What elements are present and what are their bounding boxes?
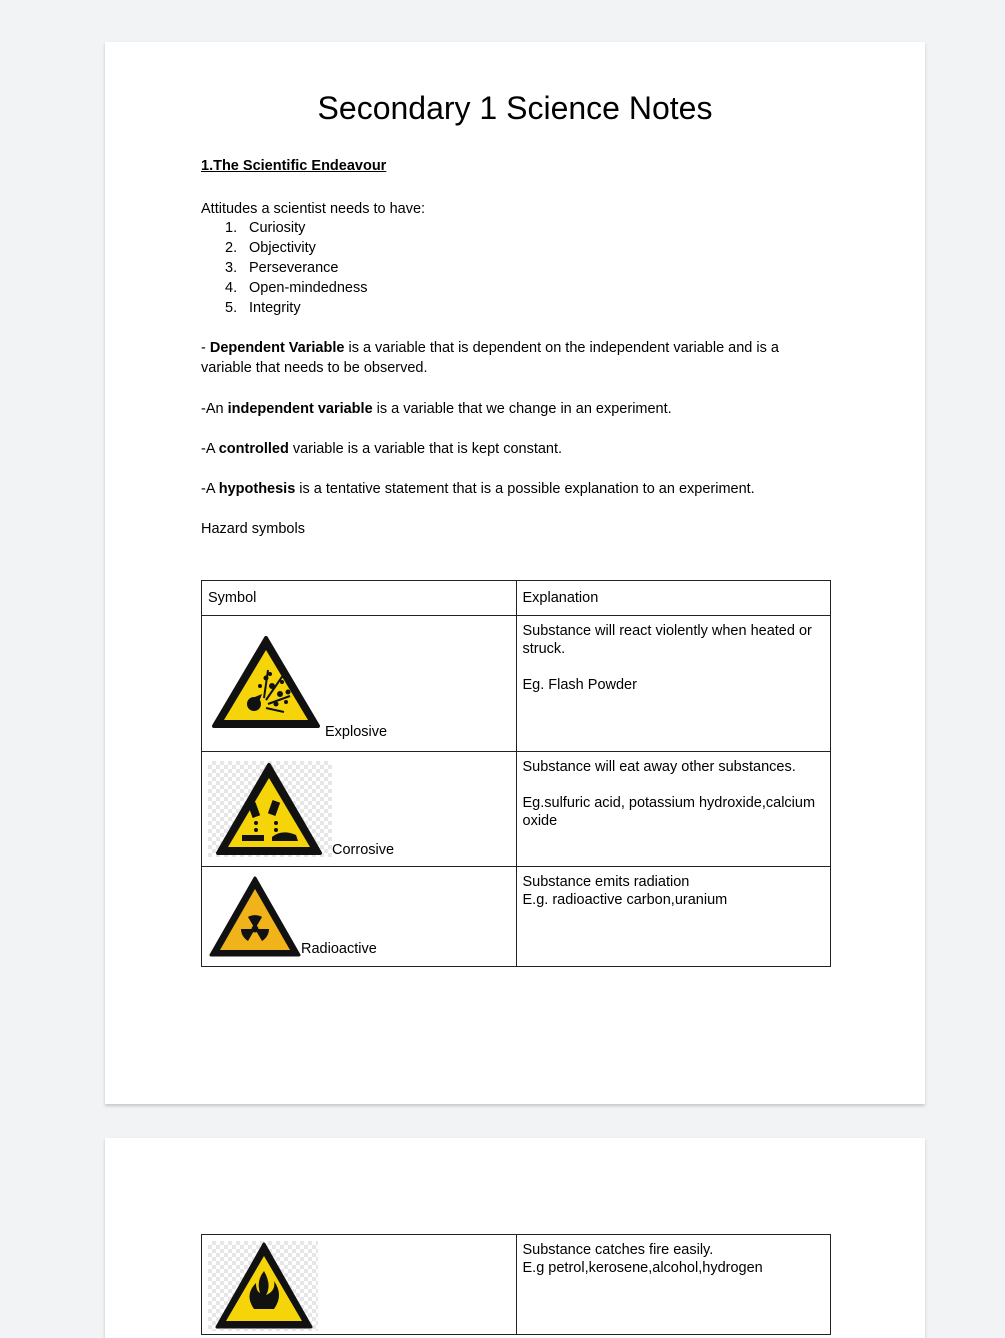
symbol-cell bbox=[202, 616, 517, 752]
symbol-label-radioactive: Radioactive bbox=[301, 941, 377, 957]
symbol-cell bbox=[202, 752, 517, 867]
document-page-2 bbox=[105, 1138, 925, 1338]
list-item: 5. Integrity bbox=[225, 300, 301, 316]
table-row bbox=[202, 867, 831, 967]
corrosive-hazard-icon bbox=[214, 761, 324, 857]
flammable-hazard-icon bbox=[214, 1241, 314, 1331]
hazard-symbols-heading: Hazard symbols bbox=[201, 521, 305, 537]
column-header-symbol: Symbol bbox=[202, 581, 517, 616]
section-heading: 1.The Scientific Endeavour bbox=[201, 158, 387, 174]
page-title: Secondary 1 Science Notes bbox=[317, 90, 713, 126]
radioactive-hazard-icon bbox=[208, 875, 302, 959]
symbol-label-corrosive: Corrosive bbox=[332, 842, 395, 858]
list-item: 4. Open-mindedness bbox=[225, 280, 368, 296]
column-header-explanation: Explanation bbox=[516, 581, 831, 616]
definition-dependent-variable: - Dependent Variable is a variable that is dependent on the independent variable and is a variable that needs to be observed. bbox=[201, 340, 779, 376]
hazard-table bbox=[201, 580, 831, 967]
attitudes-intro: Attitudes a scientist needs to have: bbox=[201, 201, 426, 217]
explanation-cell: Substance catches fire easily. E.g petrol,kerosene,alcohol,hydrogen bbox=[516, 1235, 831, 1335]
table-row bbox=[202, 616, 831, 752]
definition-independent-variable: -An independent variable is a variable that we change in an experiment. bbox=[201, 401, 672, 417]
symbol-cell bbox=[202, 1235, 517, 1335]
explanation-cell: Substance will react violently when heated or struck. Eg. Flash Powder bbox=[516, 616, 831, 752]
symbol-label-explosive: Explosive bbox=[325, 724, 388, 740]
table-header-row bbox=[202, 581, 831, 616]
explanation-cell: Substance emits radiation E.g. radioactive carbon,uranium bbox=[516, 867, 831, 967]
list-item: 1. Curiosity bbox=[225, 220, 306, 236]
hazard-table-continued bbox=[201, 1234, 831, 1335]
attitudes-list bbox=[225, 218, 368, 318]
definition-controlled-variable: -A controlled variable is a variable that is kept constant. bbox=[201, 441, 563, 457]
definition-hypothesis: -A hypothesis is a tentative statement that is a possible explanation to an experiment. bbox=[201, 481, 755, 497]
table-row bbox=[202, 1235, 831, 1335]
explanation-cell: Substance will eat away other substances. Eg.sulfuric acid, potassium hydroxide,calcium oxide bbox=[516, 752, 831, 867]
symbol-cell bbox=[202, 867, 517, 967]
list-item: 3. Perseverance bbox=[225, 260, 339, 276]
list-item: 2. Objectivity bbox=[225, 240, 316, 256]
table-row bbox=[202, 752, 831, 867]
document-page-1 bbox=[105, 42, 925, 1104]
explosive-hazard-icon bbox=[210, 634, 322, 730]
